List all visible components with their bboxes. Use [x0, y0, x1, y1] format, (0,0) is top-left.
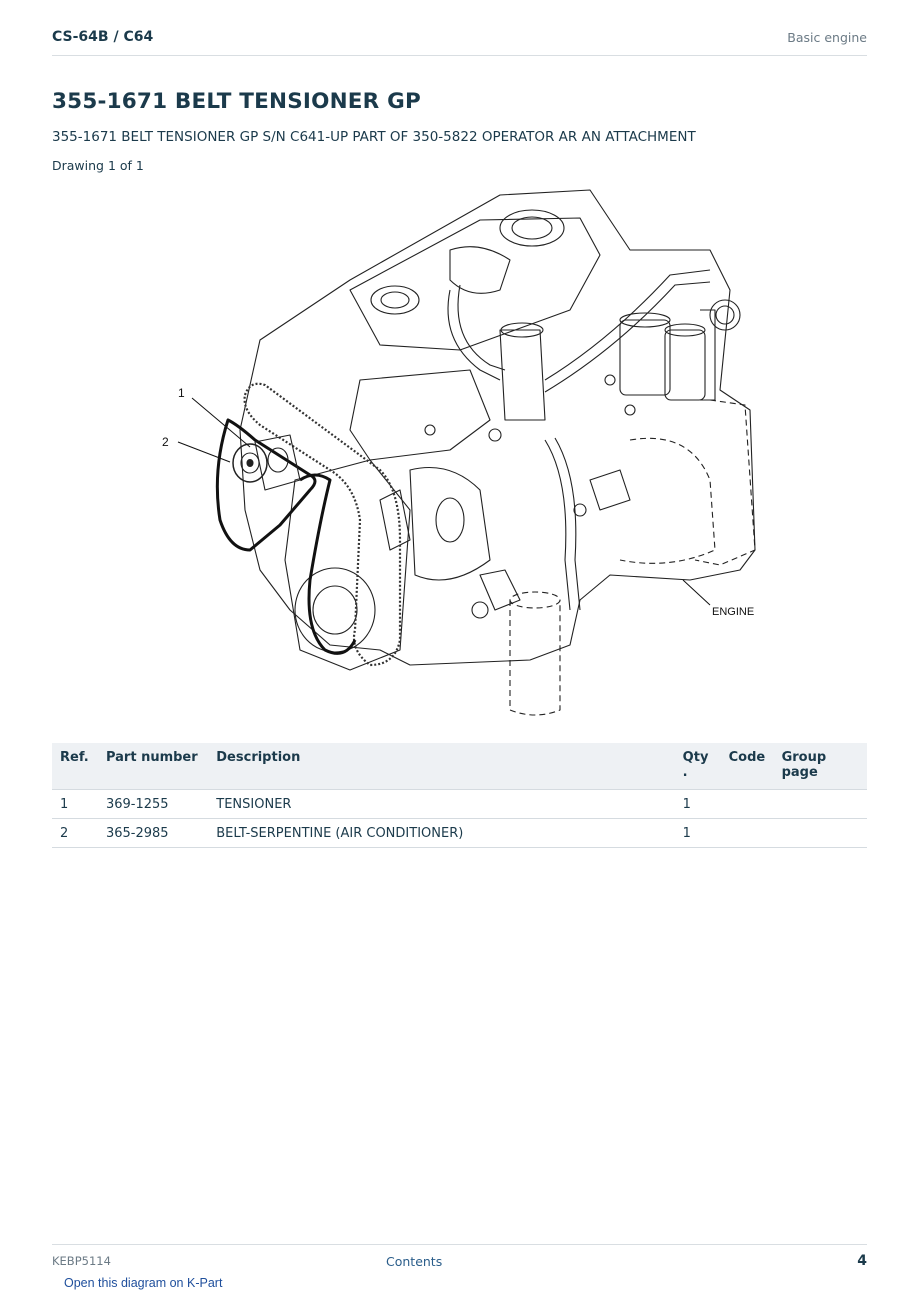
engine-diagram	[150, 180, 770, 725]
cell-part-number: 369-1255	[98, 790, 208, 819]
cell-ref: 1	[52, 790, 98, 819]
cell-ref: 2	[52, 819, 98, 848]
col-header-group-line2: page	[781, 765, 818, 780]
section-name: Basic engine	[787, 30, 867, 45]
table-row	[52, 819, 867, 848]
cell-group-page	[774, 790, 867, 819]
col-header-qty	[675, 743, 721, 790]
cell-code	[721, 790, 774, 819]
cell-code	[721, 819, 774, 848]
page-subtitle: 355-1671 BELT TENSIONER GP S/N C641-UP PART OF 350-5822 OPERATOR AR AN ATTACHMENT	[52, 129, 696, 145]
contents-link[interactable]: Contents	[386, 1254, 443, 1269]
parts-table	[52, 743, 867, 848]
col-header-part-number: Part number	[98, 743, 208, 790]
col-header-qty-line2: .	[682, 765, 688, 780]
col-header-description: Description	[208, 743, 674, 790]
col-header-qty-line1: Qty	[682, 750, 709, 765]
open-in-kpart-link[interactable]: Open this diagram on K-Part	[64, 1276, 223, 1290]
document-id: KEBP5114	[52, 1254, 111, 1268]
cell-group-page	[774, 819, 867, 848]
table-header-row	[52, 743, 867, 790]
page-footer	[52, 1244, 867, 1275]
engine-label: ENGINE	[712, 606, 755, 618]
cell-qty: 1	[675, 790, 721, 819]
col-header-group-line1: Group	[781, 750, 827, 765]
callout-2: 2	[162, 435, 169, 449]
cell-description: BELT-SERPENTINE (AIR CONDITIONER)	[208, 819, 674, 848]
col-header-ref: Ref.	[52, 743, 98, 790]
page-title: 355-1671 BELT TENSIONER GP	[52, 89, 421, 114]
page-header	[52, 28, 867, 56]
callout-1: 1	[178, 386, 185, 400]
drawing-label: Drawing 1 of 1	[52, 158, 144, 173]
cell-part-number: 365-2985	[98, 819, 208, 848]
cell-description: TENSIONER	[208, 790, 674, 819]
col-header-group-page	[774, 743, 867, 790]
table-row	[52, 790, 867, 819]
col-header-code: Code	[721, 743, 774, 790]
page-number: 4	[857, 1253, 867, 1269]
breadcrumb: CS-64B / C64	[52, 29, 154, 45]
cell-qty: 1	[675, 819, 721, 848]
